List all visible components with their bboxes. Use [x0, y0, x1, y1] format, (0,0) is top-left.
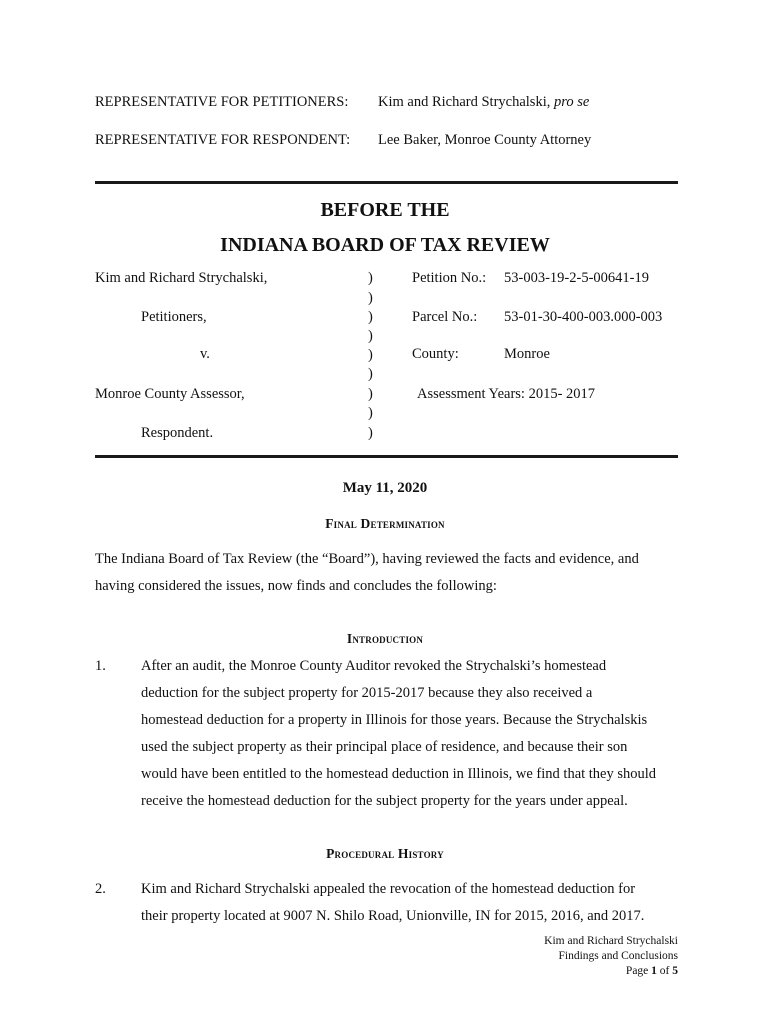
paragraph-number: 1.	[95, 658, 106, 674]
representative-respondent-value: Lee Baker, Monroe County Attorney	[378, 132, 592, 148]
county-label: County:	[412, 346, 459, 362]
title-before-the: BEFORE THE	[320, 199, 450, 221]
caption-paren: )	[368, 290, 373, 306]
page-current: 1	[651, 965, 657, 977]
page-footer	[544, 934, 678, 979]
assessment-years: Assessment Years: 2015- 2017	[417, 386, 596, 402]
petitioners-representative-name: Kim and Richard Strychalski,	[378, 94, 551, 110]
top-divider	[95, 181, 678, 184]
petition-number-value: 53-003-19-2-5-00641-19	[504, 270, 649, 286]
introduction-line: receive the homestead deduction for the subject property for the years under appeal.	[141, 793, 628, 809]
introduction-line: homestead deduction for a property in Illinois for those years. Because the Strychalskis	[141, 712, 648, 728]
caption-paren: )	[368, 386, 373, 402]
intro-paragraph-line: The Indiana Board of Tax Review (the “Board”), having reviewed the facts and evidence, and	[95, 551, 639, 567]
introduction-line: After an audit, the Monroe County Auditor revoked the Strychalski’s homestead	[141, 658, 607, 674]
representative-petitioners-label: REPRESENTATIVE FOR PETITIONERS:	[95, 94, 349, 110]
footer-page-number	[544, 964, 678, 979]
paragraph-number: 2.	[95, 881, 106, 897]
footer-doc-type: Findings and Conclusions	[558, 950, 678, 962]
caption-paren: )	[368, 270, 373, 286]
title-board-name: INDIANA BOARD OF TAX REVIEW	[220, 234, 550, 256]
caption-paren: )	[368, 347, 373, 363]
bottom-divider	[95, 455, 678, 458]
caption-respondent-name: Monroe County Assessor,	[95, 386, 245, 402]
petition-number-label: Petition No.:	[412, 270, 487, 286]
introduction-line: deduction for the subject property for 2015-2017 because they also received a	[141, 685, 593, 701]
page-prefix: Page	[625, 965, 652, 977]
final-determination-heading: Final Determination	[325, 516, 445, 531]
pro-se-label: pro se	[553, 94, 590, 110]
caption-paren: )	[368, 328, 373, 344]
caption-petitioner-names: Kim and Richard Strychalski,	[95, 270, 268, 286]
procedural-history-line: Kim and Richard Strychalski appealed the revocation of the homestead deduction for	[141, 881, 636, 897]
caption-paren: )	[368, 425, 373, 441]
intro-paragraph-line: having considered the issues, now finds and concludes the following:	[95, 578, 497, 594]
page-total: 5	[672, 965, 678, 977]
introduction-heading: Introduction	[346, 631, 424, 646]
representative-respondent-label: REPRESENTATIVE FOR RESPONDENT:	[95, 132, 351, 148]
county-value: Monroe	[504, 346, 550, 362]
procedural-history-line: their property located at 9007 N. Shilo Road, Unionville, IN for 2015, 2016, and 2017.	[141, 908, 645, 924]
representative-petitioners-value	[378, 94, 589, 111]
caption-respondent-role: Respondent.	[141, 425, 214, 441]
parcel-number-value: 53-01-30-400-003.000-003	[504, 309, 663, 325]
caption-versus: v.	[200, 346, 210, 362]
parcel-number-label: Parcel No.:	[412, 309, 478, 325]
procedural-history-heading: Procedural History	[326, 846, 444, 861]
determination-date: May 11, 2020	[342, 480, 428, 496]
introduction-line: would have been entitled to the homestead deduction in Illinois, we find that they should	[141, 766, 657, 782]
page-of: of	[656, 965, 673, 977]
caption-paren: )	[368, 405, 373, 421]
footer-case-name: Kim and Richard Strychalski	[544, 935, 678, 947]
introduction-line: used the subject property as their principal place of residence, and because their son	[141, 739, 628, 755]
caption-paren: )	[368, 366, 373, 382]
caption-paren: )	[368, 309, 373, 325]
caption-petitioners-role: Petitioners,	[141, 309, 207, 325]
